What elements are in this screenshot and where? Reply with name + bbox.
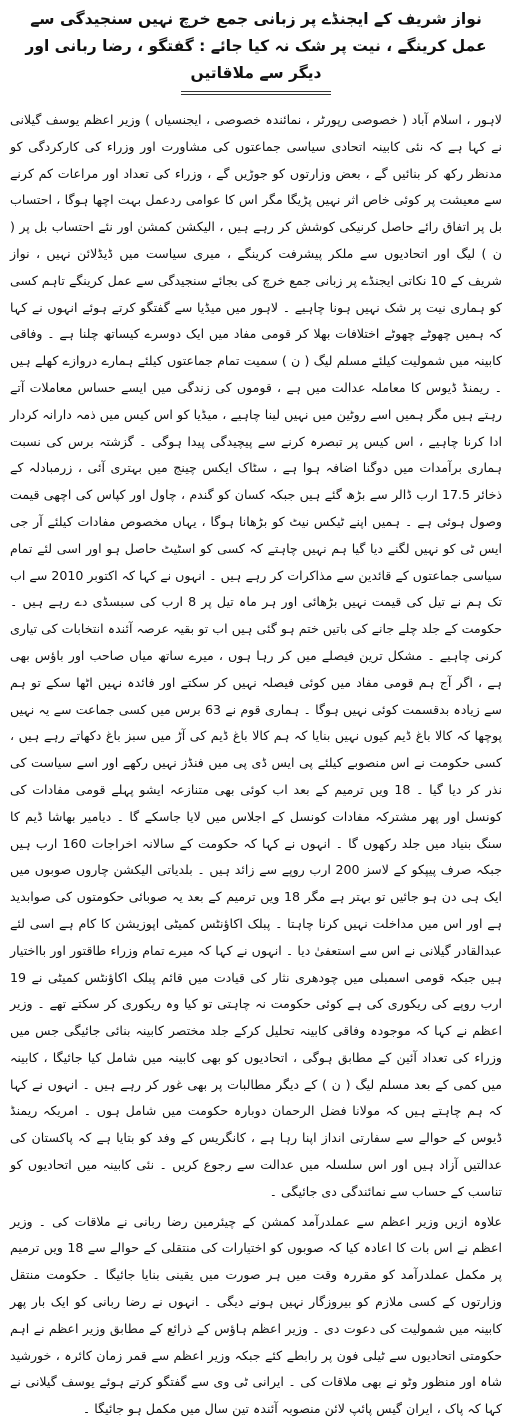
headline-divider: [181, 91, 331, 95]
article-paragraph: علاوہ ازیں وزیر اعظم سے عملدرآمد کمشن کے چیئرمین رضا ربانی نے ملاقات کی ۔ وزیر اعظم نے اس بات کا اعادہ کیا کہ صوبوں کو اختیارات کی منتقلی کے حوالے سے 18 ویں ترمیم پر مکمل عملدرآمد کو مقررہ وقت میں ہر صورت میں یقینی بنایا جائیگا ۔ حکومت منتقل وزارتوں کے کسی ملازم کو بیروزگار نہیں ہونے دیگی ۔ انہوں نے رضا ربانی کو ایک بار پھر کابینہ میں شمولیت کی دعوت دی ۔ وزیر اعظم ہاؤس کے ذرائع کے مطابق وزیر اعظم نے اہم حکومتی اتحادیوں سے ٹیلی فون پر رابطے کئے جبکہ وزیر اعظم سے قمر زمان کائرہ ، خورشید شاہ اور منظور وٹو نے بھی ملاقات کی ۔ ایرانی ٹی وی سے گفتگو کرتے ہوئے یوسف گیلانی نے کہا کہ پاک ، ایران گیس پائپ لائن منصوبہ آئندہ تین سال میں مکمل ہو جائیگا ۔: [10, 1213, 503, 1417]
article-paragraph: لاہور ، اسلام آباد ( خصوصی رپورٹر ، نمائندہ خصوصی ، ایجنسیاں ) وزیر اعظم یوسف گیلانی نے کہا ہے کہ نئی کابینہ اتحادی سیاسی جماعتوں کی مشاورت اور وزراء کی کارکردگی کو مدنظر رکھ کر بنائیں گے ، بعض وزارتوں کو جوڑیں گے ، وزراء کی تعداد اور مراعات کم کرنے سے معیشت پر کوئی خاص اثر نہیں پڑیگا مگر اس کا عوامی ردعمل بہت اچھا ہوگا ، احتساب بل پر اتفاق رائے حاصل کرنیکی کوشش کر رہے ہیں ، الیکشن کمشن اور نئے احتساب بل پر ( ن ) لیگ اور اتحادیوں سے ملکر پیشرفت کرینگے ، میری سیاست میں ڈیڈلائن نہیں ، نواز شریف کے 10 نکاتی ایجنڈے پر زبانی جمع خرچ کی بجائے سنجیدگی سے عمل کرینگے تاہم کسی کو ہماری نیت پر شک نہیں ہونا چاہیے ۔ لاہور میں میڈیا سے گفتگو کرتے ہوئے انہوں نے کہا کہ ہمیں چھوٹے چھوٹے اختلافات بھلا کر قومی مفاد میں ایک دوسرے کیساتھ چلنا ہے ۔ وفاقی کابینہ میں شمولیت کیلئے مسلم لیگ ( ن ) سمیت تمام جماعتوں کیلئے ہمارے دروازے کھلے ہیں ۔ ریمنڈ ڈیوس کا معاملہ عدالت میں ہے ، قوموں کی زندگی میں ایسے حساس معاملات آتے رہتے ہیں مگر ہمیں اسے روٹین میں نہیں لینا چاہیے ، میڈیا کو اس کیس میں ذمہ دارانہ کردار ادا کرنا چاہیے ، اس کیس پر تبصرہ کرنے سے پیچیدگی پیدا ہوگی ۔ گزشتہ برس کی نسبت ہماری برآمدات میں دوگنا اضافہ ہوا ہے ، سٹاک ایکس چینج میں بہتری آئی ، زرمبادلہ کے ذخائر 17.5 ارب ڈالر سے بڑھ گئے ہیں جبکہ کسان کو گندم ، چاول اور کپاس کی اچھی قیمت وصول ہوئی ہے ۔ ہمیں اپنے ٹیکس نیٹ کو بڑھانا ہوگا ، یہاں مخصوص مفادات کیلئے آر جی ایس ٹی کو نہیں لگنے دیا گیا ہم نہیں چاہتے کہ کسی کو اسٹیٹ حاصل ہو اور اسی لئے تمام سیاسی جماعتوں کے قائدین سے مذاکرات کر رہے ہیں ۔ انہوں نے کہا کہ اکتوبر 2010 سے اب تک ہم نے تیل کی قیمت نہیں بڑھائی اور ہر ماہ تیل پر 8 ارب کی سبسڈی دے رہے ہیں ۔ حکومت کے جلد چلے جانے کی باتیں ختم ہو گئی ہیں اب تو بقیہ عرصہ آئندہ انتخابات کی تیاری کرنی چاہیے ۔ مشکل ترین فیصلے میں کر رہا ہوں ، میرے ساتھ میاں صاحب اور باؤس بھی ہے ، اگر آج ہم قومی مفاد میں کوئی فیصلہ نہیں کر سکتے اور فائدہ نہیں اٹھا سکے تو ہم سے زیادہ بدقسمت کوئی نہیں ہوگا ۔ ہماری قوم نے 63 برس میں کسی جماعت سے یہ نہیں پوچھا کہ کالا باغ ڈیم کیوں نہیں بنایا کہ ہم کالا باغ ڈیم کی آڑ میں سبز باغ دکھاتے رہے ہیں ، کسی حکومت نے اس منصوبے کیلئے پی ایس ڈی پی میں فنڈز نہیں رکھے اور اسے سیاست کی نذر کر دیا گیا ۔ 18 ویں ترمیم کے بعد اب کوئی بھی متنازعہ ایشو پہلے قومی مفادات کی کونسل اور پھر مشترکہ مفادات کونسل کے اجلاس میں لایا جاسکے گا ۔ دیامیر بھاشا ڈیم کا سنگ بنیاد میں جلد رکھوں گا ۔ انہوں نے کہا کہ حکومت کے سالانہ اخراجات 160 ارب ہیں جبکہ صرف پیپکو کے لاسز 200 ارب روپے سے زائد ہیں ۔ بلدیاتی الیکشن چاروں صوبوں میں ایک ہی دن ہو جائیں تو بہتر ہے مگر 18 ویں ترمیم کے بعد یہ صوبائی حکومتوں کی صوابدید ہے اور اس میں مداخلت نہیں کرنا چاہتا ۔ پبلک اکاؤنٹس کمیٹی اپوزیشن کا کام ہے اسی لئے عبدالقادر گیلانی نے اس سے استعفیٰ دیا ۔ انہوں نے کہا کہ میرے تمام وزراء طاقتور اور بااختیار ہیں جبکہ قومی اسمبلی میں چودھری نثار کی قیادت میں قائم پبلک اکاؤنٹس کمیٹی نے 19 ارب روپے کی ریکوری کی ہے کوئی حکومت نہ چاہتی تو کیا وہ ریکوری کر سکتے تھے ۔ وزیر اعظم نے کہا کہ موجودہ وفاقی کابینہ تحلیل کرکے جلد مختصر کابینہ بنائی جائیگی جس میں وزراء کی تعداد آئین کے مطابق ہوگی ، اتحادیوں کو بھی کابینہ میں شامل کیا جائیگا ، کابینہ میں کمی کے بعد مسلم لیگ ( ن ) کے دیگر مطالبات پر بھی غور کر رہے ہیں ۔ انہوں نے کہا کہ ہم چاہتے ہیں کہ مولانا فضل الرحمان دوبارہ حکومت میں شامل ہوں ۔ امریکہ ریمنڈ ڈیوس کے حوالے سے سفارتی انداز اپنا رہا ہے ، کانگریس کے وفد کو بتایا ہے کہ پاکستان کی عدالتیں آزاد ہیں اور اس سلسلہ میں عدالت سے رجوع کریں ۔ نئی کابینہ میں اتحادیوں کو تناسب کے حساب سے نمائندگی دی جائیگی ۔: [10, 112, 503, 1199]
headline: نواز شریف کے ایجنڈے پر زبانی جمع خرچ نہیں سنجیدگی سے عمل کرینگے ، نیت پر شک نہ کیا جائے : گفتگو ، رضا ربانی اور دیگر سے ملاقاتیں: [25, 10, 487, 82]
